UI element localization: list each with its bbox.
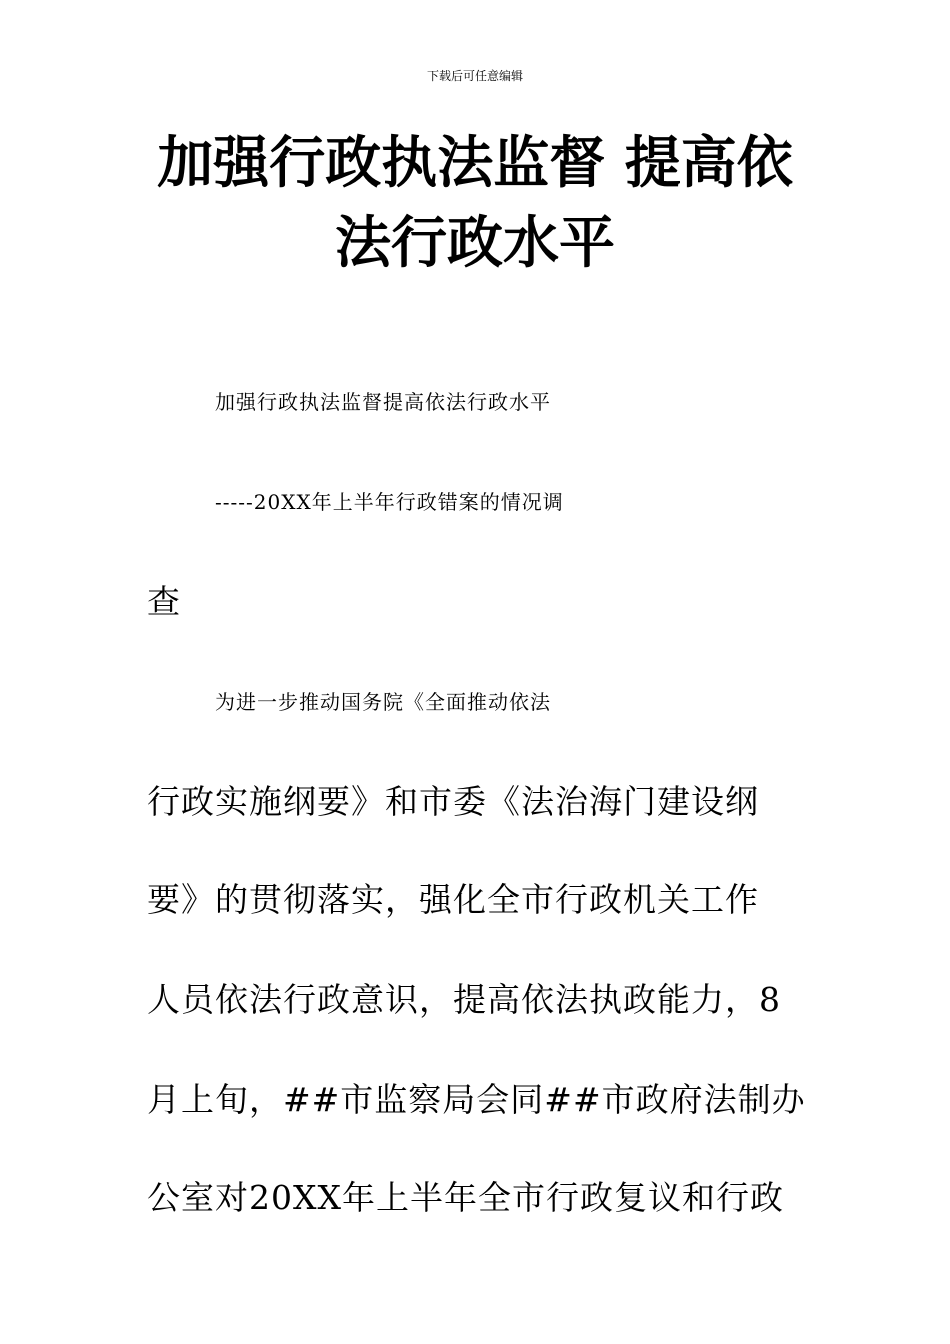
body-line-subtitle: 加强行政执法监督提高依法行政水平 — [215, 390, 551, 414]
body-line-paragraph-5: 月上旬，##市监察局会同##市政府法制办 — [147, 1080, 806, 1119]
document-title-line-2: 法行政水平 — [335, 211, 615, 276]
body-line-survey-heading-cont: 查 — [147, 582, 181, 621]
body-line-survey-heading: -----20XX年上半年行政错案的情况调 — [215, 490, 564, 514]
body-line-paragraph-4: 人员依法行政意识，提高依法执政能力，8 — [147, 980, 781, 1019]
document-title-line-1: 加强行政执法监督 提高依 — [157, 131, 793, 196]
header-note: 下载后可任意编辑 — [426, 69, 523, 83]
body-line-paragraph-3: 要》的贯彻落实，强化全市行政机关工作 — [147, 880, 759, 919]
body-line-paragraph-1: 为进一步推动国务院《全面推动依法 — [215, 690, 551, 714]
body-line-paragraph-2: 行政实施纲要》和市委《法治海门建设纲 — [147, 782, 759, 821]
body-line-paragraph-6: 公室对20XX年上半年全市行政复议和行政 — [147, 1178, 784, 1217]
